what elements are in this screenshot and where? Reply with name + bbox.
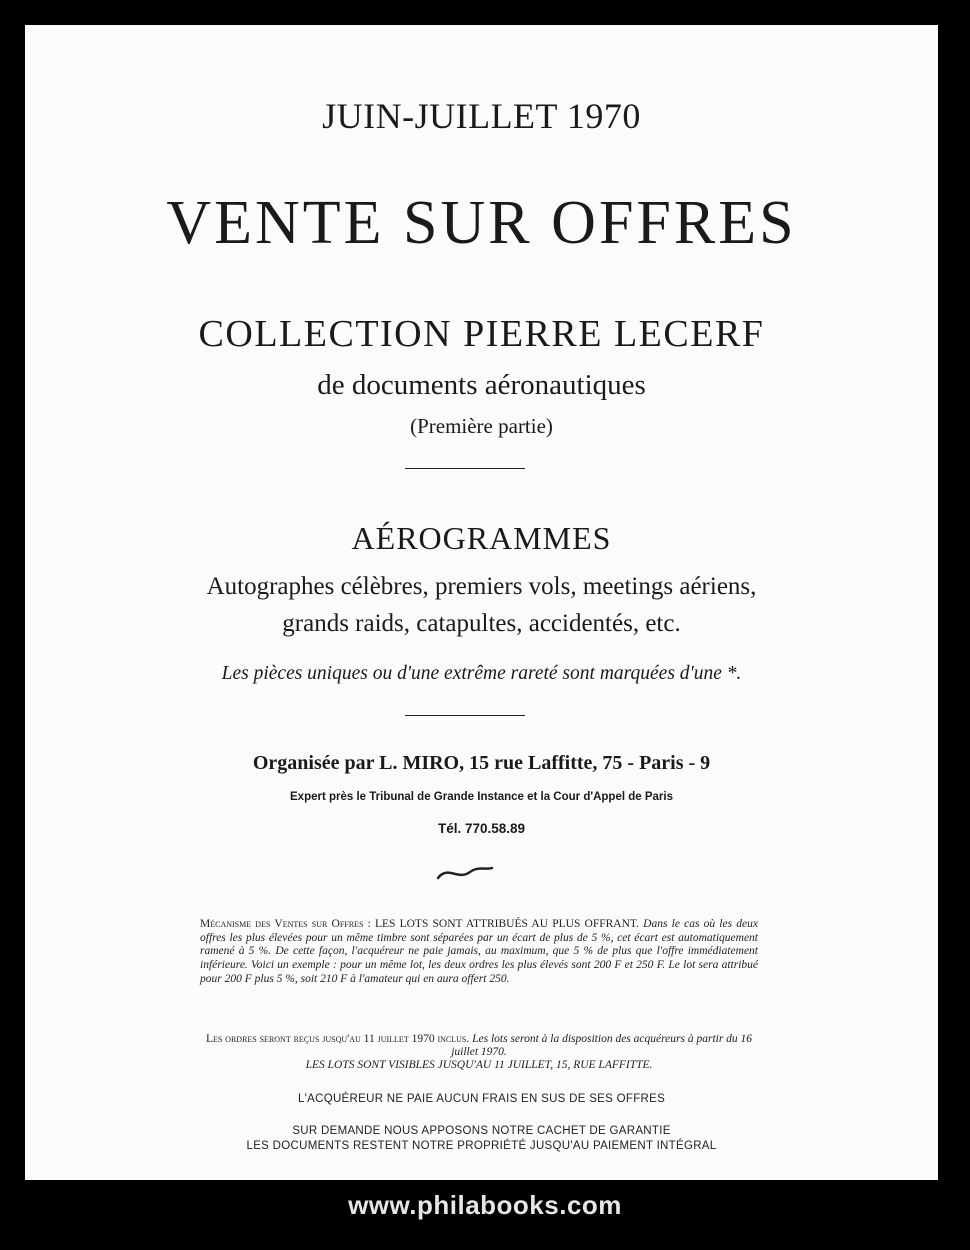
organizer-line: Organisée par L. MIRO, 15 rue Laffitte, 75 - Paris - 9 bbox=[252, 752, 711, 774]
rarity-note: Les pièces uniques ou d'une extrême rareté sont marquées d'une *. bbox=[221, 663, 742, 684]
mechanism-caps: LES LOTS SONT ATTRIBUÉS AU PLUS OFFRANT. bbox=[374, 918, 639, 930]
divider bbox=[405, 468, 525, 469]
section-title: AÉROGRAMMES bbox=[351, 520, 612, 556]
telephone: Tél. 770.58.89 bbox=[437, 821, 526, 836]
visibility-notice: LES LOTS SONT VISIBLES JUSQU'AU 11 JUILLET, 15, RUE LAFFITTE. bbox=[305, 1059, 653, 1071]
page-title: VENTE SUR OFFRES bbox=[166, 189, 797, 257]
website-watermark: www.philabooks.com bbox=[348, 1190, 622, 1220]
orders-label: Les ordres seront reçus jusqu'au 11 juillet 1970 inclus. bbox=[205, 1033, 470, 1045]
section-description-line: grands raids, catapultes, accidentés, etc. bbox=[282, 610, 681, 637]
orders-text bbox=[200, 1033, 758, 1072]
guarantee-notice: SUR DEMANDE NOUS APPOSONS NOTRE CACHET DE GARANTIE bbox=[292, 1125, 671, 1137]
sale-date: JUIN-JUILLET 1970 bbox=[322, 96, 641, 136]
collection-name: COLLECTION PIERRE LECERF bbox=[198, 313, 765, 355]
property-notice: LES DOCUMENTS RESTENT NOTRE PROPRIÉTÉ JUSQU'AU PAIEMENT INTÉGRAL bbox=[246, 1140, 717, 1152]
catalog-page bbox=[25, 25, 938, 1180]
no-fees-notice: L'ACQUÉREUR NE PAIE AUCUN FRAIS EN SUS DE SES OFFRES bbox=[297, 1093, 666, 1105]
collection-part: (Première partie) bbox=[410, 414, 553, 438]
mechanism-label: Mécanisme des Ventes sur Offres : bbox=[200, 918, 371, 930]
divider bbox=[405, 715, 525, 716]
expert-line: Expert près le Tribunal de Grande Instance et la Cour d'Appel de Paris bbox=[290, 791, 673, 803]
sale-mechanism-text bbox=[200, 918, 758, 987]
mechanism-text: Dans le cas où les deux offres les plus élevées pour un même timbre sont séparées par un écart de plus de 5 %, cet écart est automatiquement ramené à 5 %. De cette façon, l'acquéreur ne paie jamais, au maximum, que 5 % de plus que l'offre immédiatement inférieure. Voici un exemple : pour un même lot, les deux ordres les plus élevés sont 200 F et 250 F. Le lot sera attribué pour 200 F plus 5 %, soit 210 F à l'amateur qui en aura offert 250. bbox=[200, 918, 758, 985]
collection-subtitle: de documents aéronautiques bbox=[317, 369, 646, 401]
orders-availability: Les lots seront à la disposition des acquéreurs à partir du 16 juillet 1970. bbox=[451, 1033, 753, 1058]
section-description-line: Autographes célèbres, premiers vols, meetings aériens, bbox=[206, 573, 757, 600]
swash-ornament-icon bbox=[436, 863, 494, 883]
